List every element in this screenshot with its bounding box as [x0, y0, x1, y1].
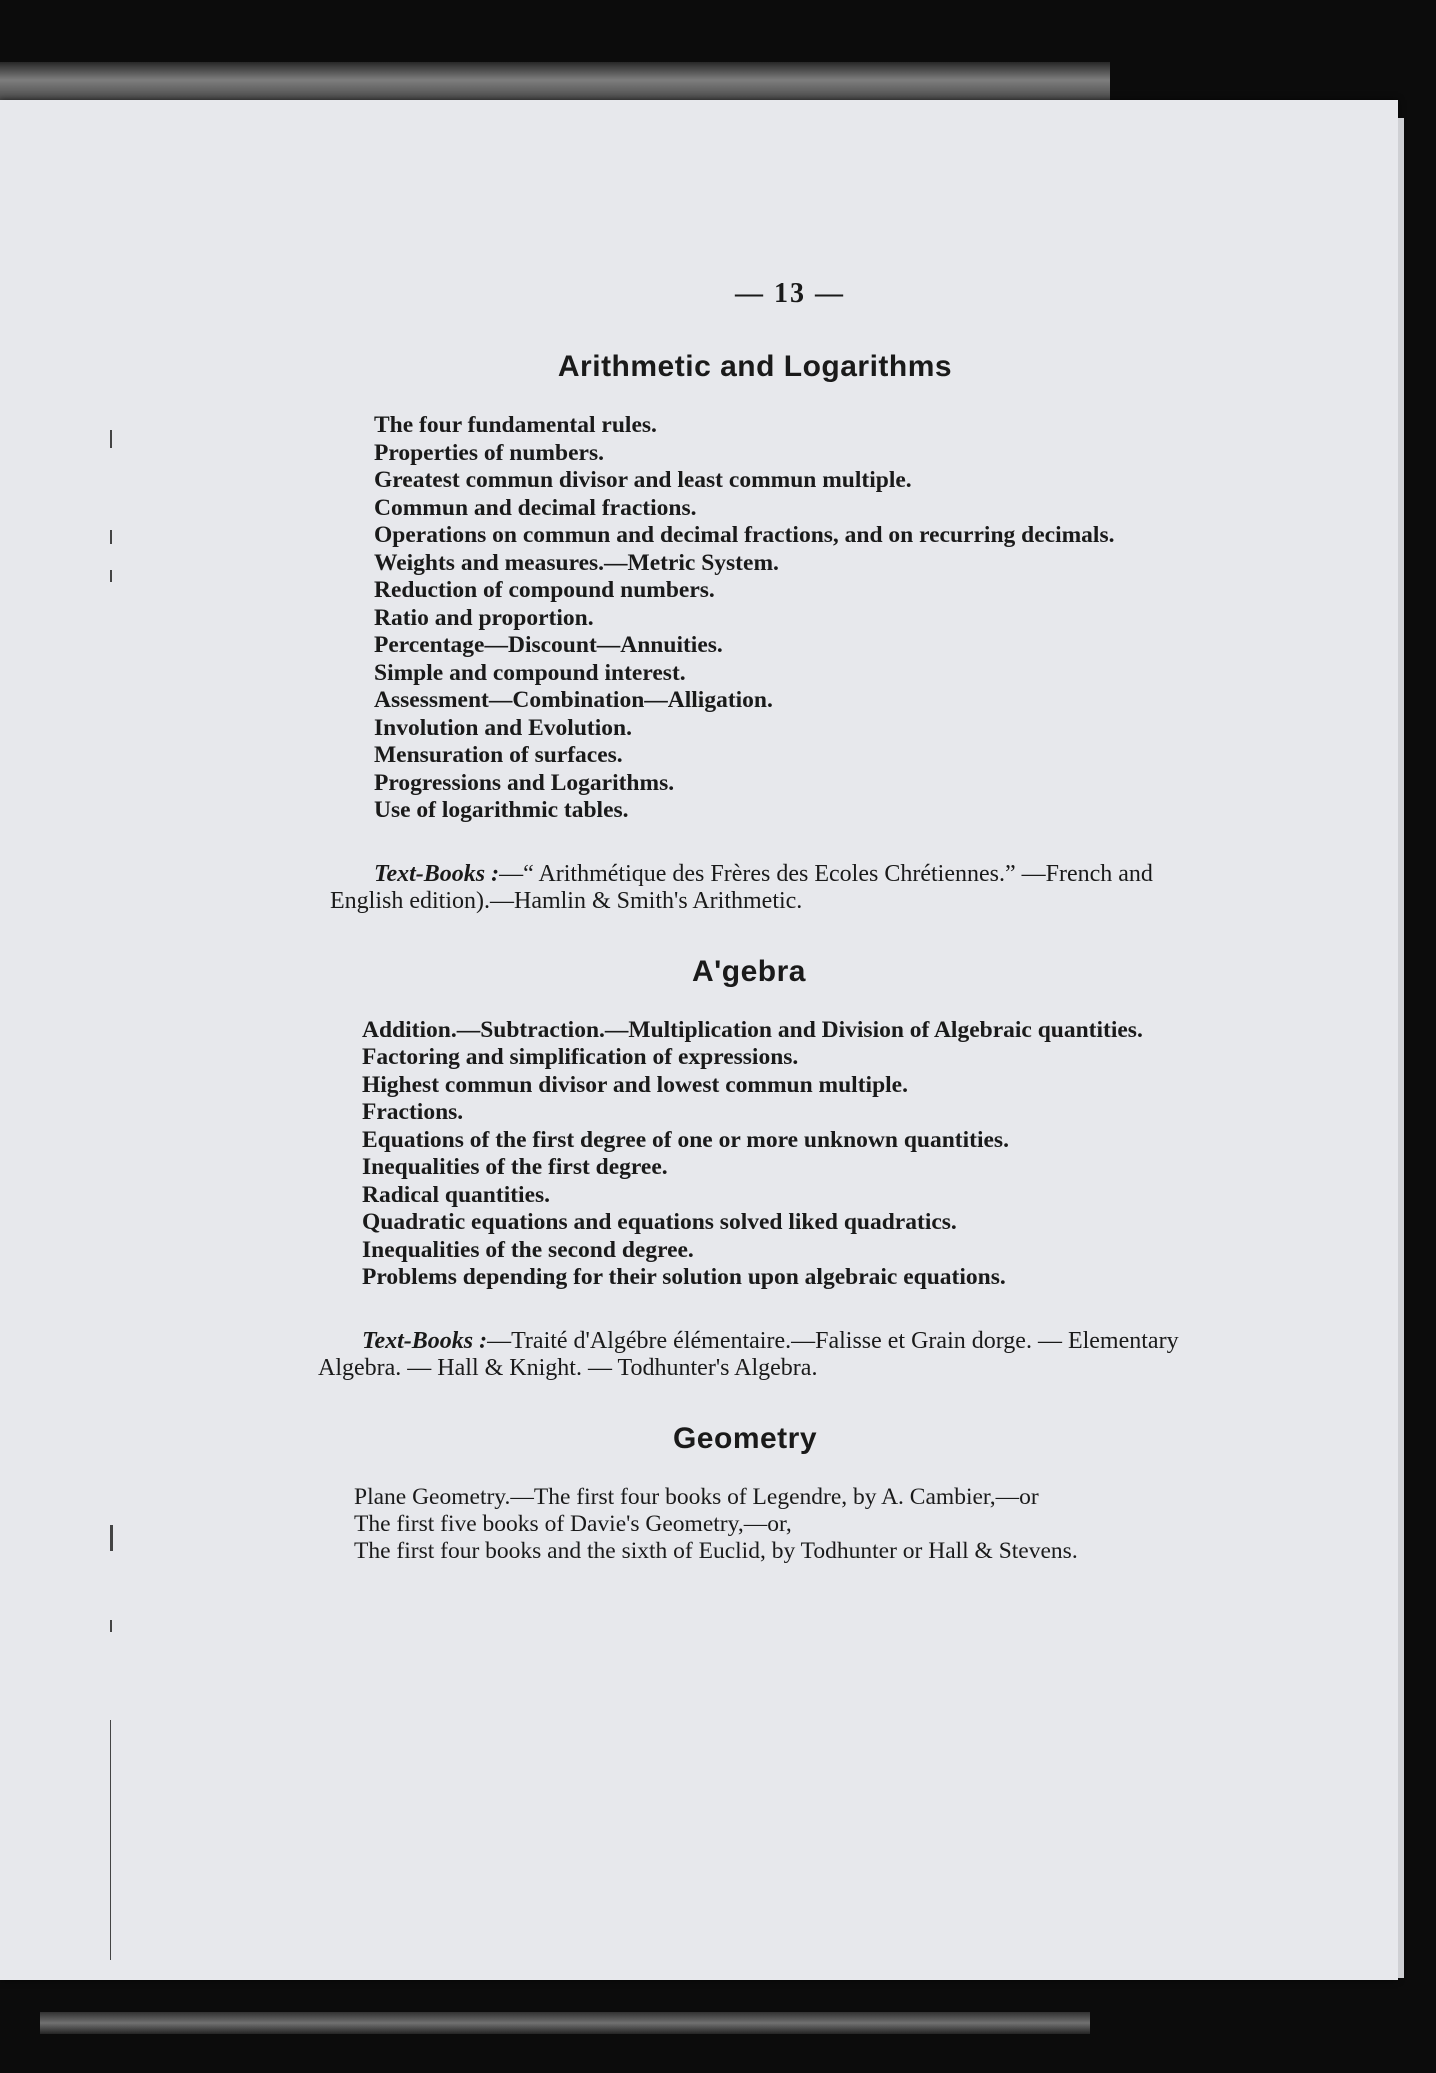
section-geometry — [310, 1422, 1180, 1565]
list-item: Percentage—Discount—Annuities. — [374, 632, 723, 658]
list-item: Mensuration of surfaces. — [374, 742, 623, 768]
textbooks-text: —Traité d'Algébre élémentaire.—Falisse et Grain dorge. — Elementary Algebra. — Hall & Knight. — Todhunter's Algebra. — [318, 1327, 1179, 1381]
topic-list — [318, 1017, 1180, 1292]
section-arithmetic — [330, 350, 1180, 915]
list-item: The first four books and the sixth of Euclid, by Todhunter or Hall & Stevens. — [354, 1537, 1078, 1564]
textbooks-paragraph — [330, 861, 1180, 915]
textbooks-paragraph — [318, 1328, 1180, 1382]
list-item: Ratio and proportion. — [374, 604, 594, 631]
list-item: Progressions and Logarithms. — [374, 769, 675, 796]
list-item: Inequalities of the first degree. — [362, 1154, 668, 1180]
list-item: Highest commun divisor and lowest commun multiple. — [362, 1071, 908, 1098]
section-heading: Arithmetic and Logarithms — [557, 350, 953, 383]
list-item: Radical quantities. — [362, 1181, 551, 1208]
list-item: Fractions. — [362, 1099, 464, 1125]
topic-list — [310, 1484, 1180, 1565]
list-item: Properties of numbers. — [374, 439, 604, 466]
list-item: Operations on commun and decimal fractions, and on recurring decimals. — [374, 522, 1115, 548]
list-item: Weights and measures.—Metric System. — [374, 549, 779, 576]
list-item: Assessment—Combination—Alligation. — [374, 687, 773, 713]
page-number: — 13 — — [735, 278, 845, 309]
list-item: Problems depending for their solution upon algebraic equations. — [362, 1264, 1006, 1290]
list-item: Reduction of compound numbers. — [374, 577, 715, 603]
list-item: Inequalities of the second degree. — [362, 1236, 694, 1263]
page-content — [318, 278, 1180, 1565]
list-item: Greatest commun divisor and least commun multiple. — [374, 467, 912, 493]
textbooks-label: Text-Books : — [374, 860, 500, 887]
list-item: Involution and Evolution. — [374, 714, 632, 741]
list-item: Plane Geometry.—The first four books of Legendre, by A. Cambier,—or — [354, 1483, 1039, 1510]
list-item: Factoring and simplification of expressions. — [362, 1044, 799, 1070]
scan-border-top — [0, 62, 1110, 102]
section-algebra — [318, 955, 1180, 1382]
list-item: Use of logarithmic tables. — [374, 797, 629, 823]
list-item: Addition.—Subtraction.—Multiplication and Division of Algebraic quantities. — [362, 1016, 1143, 1043]
textbooks-text: —“ Arithmétique des Frères des Ecoles Chrétiennes.” —French and English edition).—Hamlin & Smith's Arithmetic. — [330, 860, 1153, 914]
page-edge — [1398, 118, 1404, 1978]
list-item: The four fundamental rules. — [374, 412, 657, 438]
list-item: Commun and decimal fractions. — [374, 494, 697, 521]
list-item: Quadratic equations and equations solved liked quadratics. — [362, 1209, 957, 1235]
section-heading: Geometry — [672, 1421, 818, 1455]
scan-border-bottom — [40, 2012, 1090, 2034]
margin-marks — [110, 420, 122, 1980]
section-heading: A'gebra — [692, 954, 806, 988]
textbooks-label: Text-Books : — [362, 1327, 488, 1354]
list-item: The first five books of Davie's Geometry,—or, — [354, 1510, 792, 1537]
topic-list — [330, 412, 1180, 825]
list-item: Simple and compound interest. — [374, 659, 686, 686]
list-item: Equations of the first degree of one or more unknown quantities. — [362, 1126, 1009, 1153]
